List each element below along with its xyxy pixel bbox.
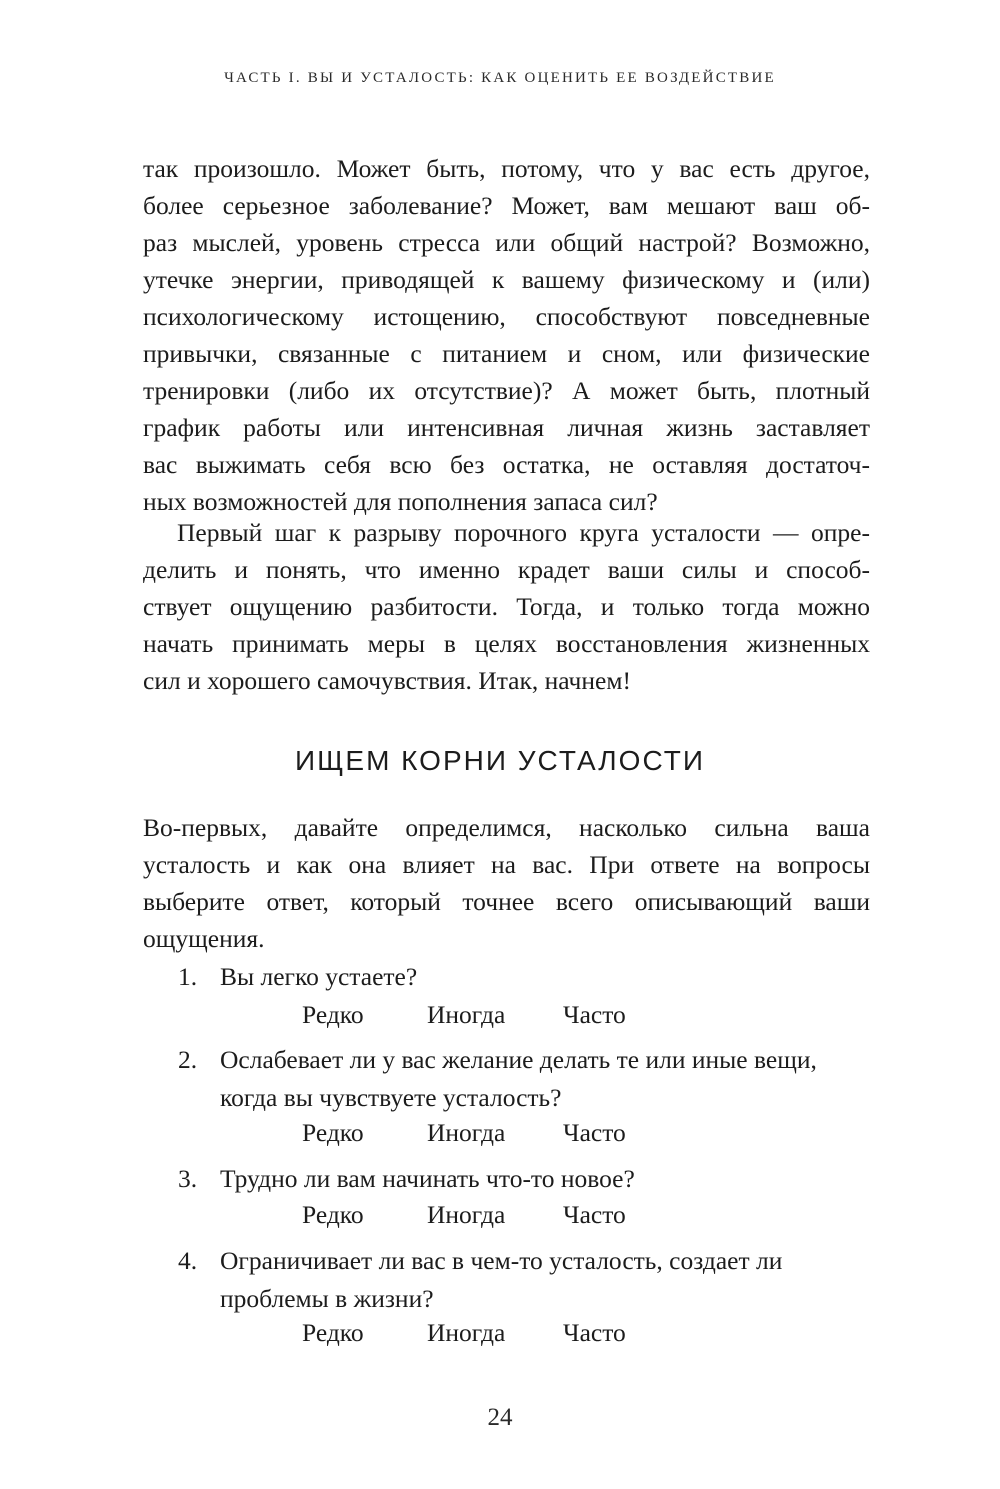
question-line: проблемы в жизни? — [220, 1284, 434, 1313]
text-line: ных возможностей для пополнения запаса сил? — [143, 487, 658, 516]
text-line: усталость и как она влияет на вас. При ответе на вопросы — [143, 850, 870, 879]
text-line: привычки, связанные с питанием и сном, или физические — [143, 339, 870, 368]
option-often[interactable]: Часто — [563, 1200, 626, 1229]
question-text — [220, 958, 876, 996]
text-line: тренировки (либо их отсутствие)? А может быть, плотный — [143, 376, 870, 405]
page-number: 24 — [487, 1404, 513, 1431]
section-title: ИЩЕМ КОРНИ УСТАЛОСТИ — [295, 745, 705, 776]
text-line: начать принимать меры в целях восстановления жизненных — [143, 629, 870, 658]
question-line: Ограничивает ли вас в чем-то усталость, создает ли — [220, 1246, 783, 1275]
question-number: 4. — [178, 1246, 198, 1275]
paragraph-3 — [143, 809, 870, 957]
text-line: Первый шаг к разрыву порочного круга усталости — опре- — [177, 518, 870, 547]
text-line: выберите ответ, который точнее всего описывающий ваши — [143, 887, 870, 916]
running-header: ЧАСТЬ I. ВЫ И УСТАЛОСТЬ: КАК ОЦЕНИТЬ ЕЕ ВОЗДЕЙСТВИЕ — [224, 70, 776, 86]
text-line: график работы или интенсивная личная жизнь заставляет — [143, 413, 870, 442]
option-sometimes[interactable]: Иногда — [427, 1118, 506, 1147]
option-often[interactable]: Часто — [563, 1318, 626, 1347]
text-line: раз мыслей, уровень стресса или общий настрой? Возможно, — [143, 228, 870, 257]
question-text — [220, 1041, 876, 1117]
question-line: Ослабевает ли у вас желание делать те или иные вещи, — [220, 1045, 817, 1074]
text-line: сил и хорошего самочувствия. Итак, начнем! — [143, 666, 631, 695]
option-often[interactable]: Часто — [563, 1118, 626, 1147]
paragraph-1 — [143, 150, 870, 520]
option-sometimes[interactable]: Иногда — [427, 1200, 506, 1229]
option-sometimes[interactable]: Иногда — [427, 1318, 506, 1347]
question-line: Трудно ли вам начинать что-то новое? — [220, 1164, 635, 1193]
option-often[interactable]: Часто — [563, 1000, 626, 1029]
text-line: делить и понять, что именно крадет ваши силы и способ- — [143, 555, 870, 584]
question-line: когда вы чувствуете усталость? — [220, 1083, 562, 1112]
question-number: 1. — [178, 962, 198, 991]
option-rarely[interactable]: Редко — [302, 1118, 364, 1147]
text-line: более серьезное заболевание? Может, вам мешают ваш об- — [143, 191, 870, 220]
text-line: Во-первых, давайте определимся, насколько сильна ваша — [143, 813, 870, 842]
text-line: психологическому истощению, способствуют повседневные — [143, 302, 870, 331]
question-text — [220, 1242, 876, 1318]
option-rarely[interactable]: Редко — [302, 1000, 364, 1029]
option-sometimes[interactable]: Иногда — [427, 1000, 506, 1029]
question-text — [220, 1160, 876, 1198]
question-number: 2. — [178, 1045, 198, 1074]
option-rarely[interactable]: Редко — [302, 1200, 364, 1229]
option-rarely[interactable]: Редко — [302, 1318, 364, 1347]
text-line: утечке энергии, приводящей к вашему физическому и (или) — [143, 265, 870, 294]
text-line: так произошло. Может быть, потому, что у вас есть другое, — [143, 154, 870, 183]
text-line: ствует ощущению разбитости. Тогда, и только тогда можно — [143, 592, 870, 621]
text-line: вас выжимать себя всю без остатка, не оставляя достаточ- — [143, 450, 870, 479]
text-line: ощущения. — [143, 924, 265, 953]
question-number: 3. — [178, 1164, 198, 1193]
question-line: Вы легко устаете? — [220, 962, 418, 991]
paragraph-2 — [143, 514, 870, 699]
